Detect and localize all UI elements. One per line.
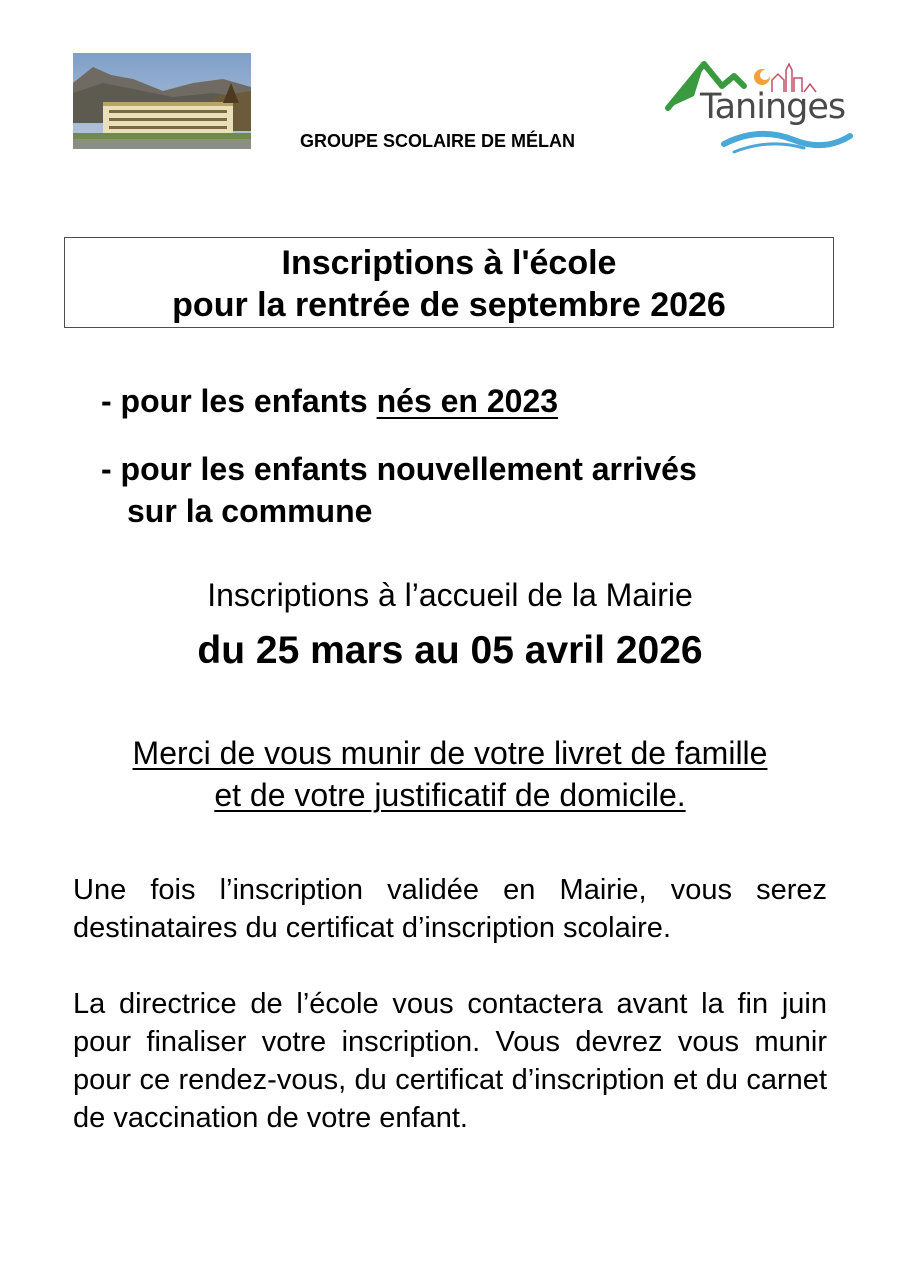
bullet-1-emphasis: nés en 2023	[376, 383, 559, 419]
registration-place: Inscriptions à l’accueil de la Mairie	[207, 577, 693, 613]
title-line-1: Inscriptions à l'école	[281, 244, 617, 282]
taninges-logo	[664, 56, 854, 156]
school-building-photo	[73, 53, 251, 149]
school-name: GROUPE SCOLAIRE DE MÉLAN	[300, 131, 576, 151]
bullet-2-line-1: - pour les enfants nouvellement arrivés	[101, 451, 697, 487]
list-item-born-2023	[101, 380, 821, 422]
documents-line-2: et de votre justificatif de domicile.	[214, 777, 686, 813]
title-box	[64, 237, 834, 328]
logo-wordmark: Taninges	[700, 87, 846, 127]
paragraph-certificate: Une fois l’inscription validée en Mairie, vous serez destinataires du certificat d’inscription scolaire.	[73, 874, 827, 944]
registration-dates: du 25 mars au 05 avril 2026	[197, 629, 703, 672]
title-line-2: pour la rentrée de septembre 2026	[172, 286, 726, 324]
bullet-1-prefix: - pour les enfants	[101, 383, 377, 419]
documents-notice	[0, 732, 900, 816]
list-item-new-arrivals	[101, 448, 821, 532]
eligibility-list	[101, 380, 821, 532]
documents-line-1: Merci de vous munir de votre livret de famille	[132, 735, 768, 771]
bullet-2-line-2: sur la commune	[127, 493, 373, 529]
paragraph-director-contact: La directrice de l’école vous contactera avant la fin juin pour finaliser votre inscription. Vous devrez vous munir pour ce rendez-vous, du certificat d’inscription et du carnet de vaccination de votre enfant.	[73, 988, 827, 1134]
